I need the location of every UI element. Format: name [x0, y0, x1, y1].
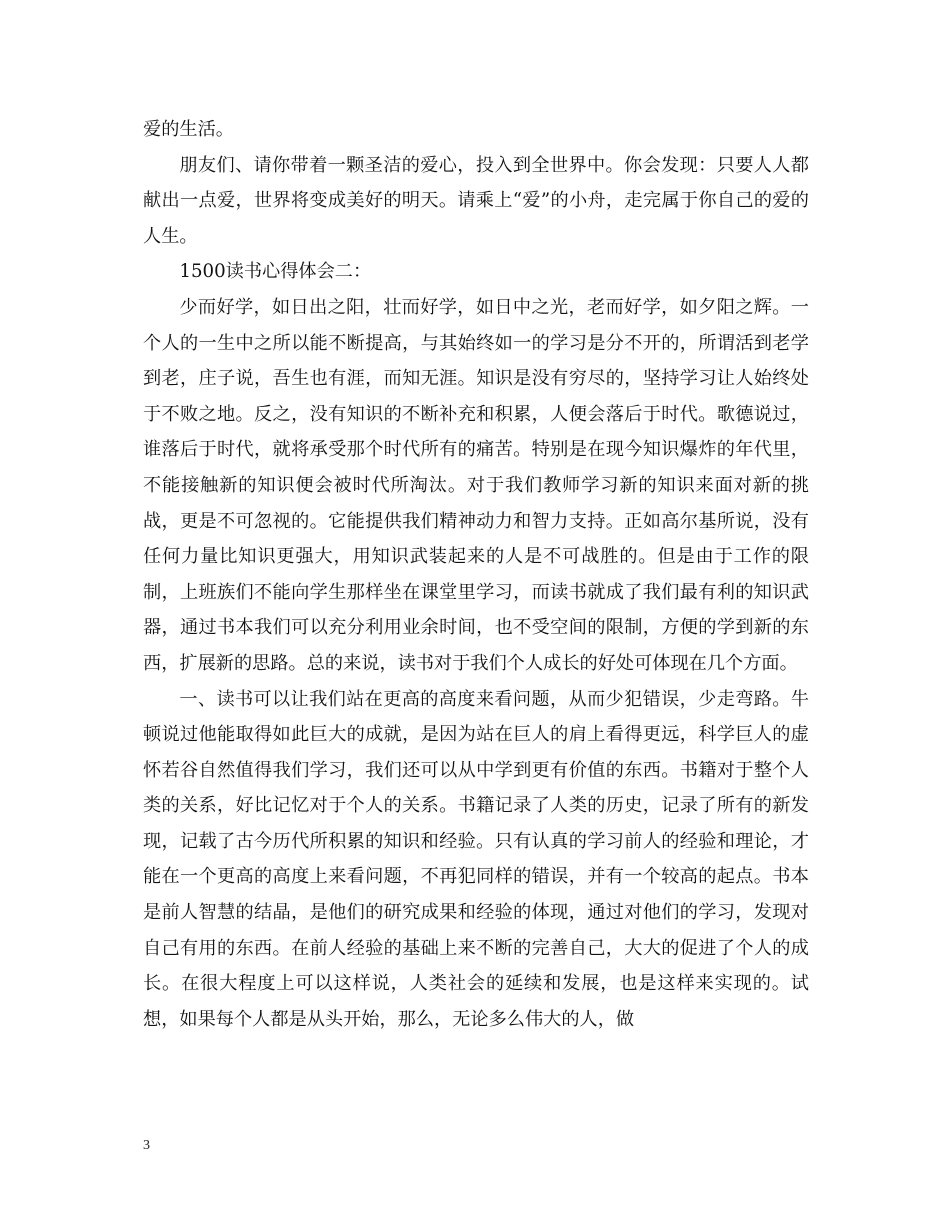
- paragraph-2: 朋友们、请你带着一颗圣洁的爱心，投入到全世界中。你会发现：只要人人都献出一点爱，世界将变成美好的明天。请乘上“爱”的小舟，走完属于你自己的爱的人生。: [143, 154, 809, 247]
- section-heading: 1500读书心得体会二：: [179, 261, 372, 283]
- page-number: 3: [143, 1138, 150, 1153]
- paragraph-1: 爱的生活。: [143, 119, 234, 140]
- paragraph-3: 少而好学，如日出之阳，壮而好学，如日中之光，老而好学，如夕阳之辉。一个人的一生中之所以能不断提高，与其始终如一的学习是分不开的，所谓活到老学到老，庄子说，吾生也有涯，而知无涯。知识是没有穷尽的，坚持学习让人始终处于不败之地。反之，没有知识的不断补充和积累，人便会落后于时代。歌德说过，谁落后于时代，就将承受那个时代所有的痛苦。特别是在现今知识爆炸的年代里，不能接触新的知识便会被时代所淘汰。对于我们教师学习新的知识来面对新的挑战，更是不可忽视的。它能提供我们精神动力和智力支持。正如高尔基所说，没有任何力量比知识更强大，用知识武装起来的人是不可战胜的。但是由于工作的限制，上班族们不能向学生那样坐在课堂里学习，而读书就成了我们最有利的知识武器，通过书本我们可以充分利用业余时间，也不受空间的限制，方便的学到新的东西，扩展新的思路。总的来说，读书对于我们个人成长的好处可体现在几个方面。: [143, 296, 809, 674]
- body-text: [143, 112, 809, 1037]
- paragraph-4: 一、读书可以让我们站在更高的高度来看问题，从而少犯错误，少走弯路。牛顿说过他能取得如此巨大的成就，是因为站在巨人的肩上看得更远，科学巨人的虚怀若谷自然值得我们学习，我们还可以从中学到更有价值的东西。书籍对于整个人类的关系，好比记忆对于个人的关系。书籍记录了人类的历史，记录了所有的新发现，记载了古今历代所积累的知识和经验。只有认真的学习前人的经验和理论，才能在一个更高的高度上来看问题，不再犯同样的错误，并有一个较高的起点。书本是前人智慧的结晶，是他们的研究成果和经验的体现，通过对他们的学习，发现对自己有用的东西。在前人经验的基础上来不断的完善自己，大大的促进了个人的成长。在很大程度上可以这样说，人类社会的延续和发展，也是这样来实现的。试想，如果每个人都是从头开始，那么，无论多么伟大的人，做: [143, 688, 809, 1030]
